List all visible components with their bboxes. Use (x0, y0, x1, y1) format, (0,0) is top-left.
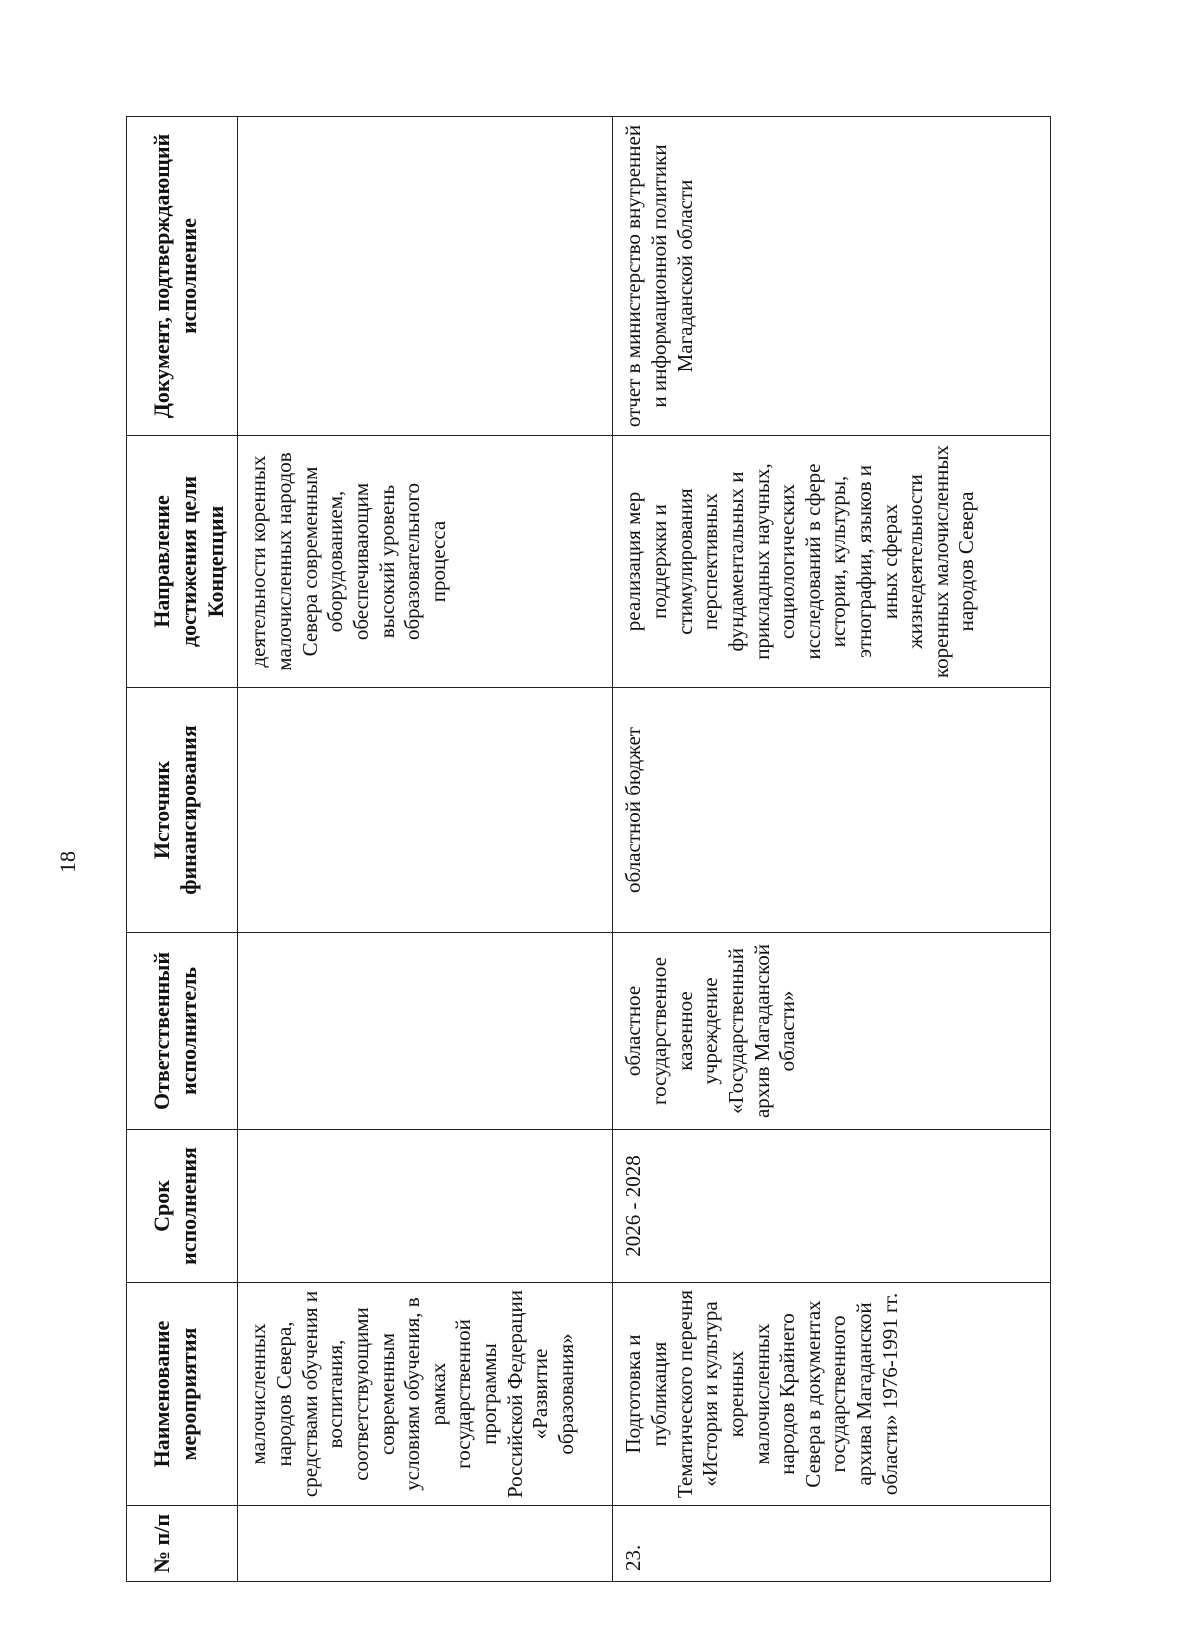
table-header-row (127, 117, 238, 1582)
header-term: Срок исполнения (127, 1130, 238, 1283)
cell-executor (238, 933, 613, 1130)
cell-direction: реализация мер поддержки и стимулирования перспективных фундаментальных и прикладных научных, социологических исследований в сфере истории, культуры, этнографии, языков и иных сферах жизнедеятельности коренных малочисленных народов Севера (613, 436, 1051, 688)
cell-name: Подготовка и публикация Тематического перечня «История и культура коренных малочисленных народов Крайнего Севера в документах государственного архива Магаданской области» 1976-1991 гг. (613, 1283, 1051, 1506)
cell-source: областной бюджет (613, 688, 1051, 933)
rotated-table-container (126, 117, 1041, 1582)
cell-term (238, 1130, 613, 1283)
header-document: Документ, подтверждающий исполнение (127, 117, 238, 436)
cell-num: 23. (613, 1506, 1051, 1582)
header-name: Наименование мероприятия (127, 1283, 238, 1506)
header-direction: Направление достижения цели Концепции (127, 436, 238, 688)
cell-term: 2026 - 2028 (613, 1130, 1051, 1283)
cell-executor: областное государственное казенное учреждение «Государственный архив Магаданской области» (613, 933, 1051, 1130)
cell-document (238, 117, 613, 436)
cell-name: малочисленных народов Севера, средствами обучения и воспитания, соответствующими современным условиям обучения, в рамках государственной программы Российской Федерации «Развитие образования» (238, 1283, 613, 1506)
header-num: № п/п (127, 1506, 238, 1582)
measures-table (126, 116, 1051, 1582)
cell-direction: деятельности коренных малочисленных народов Севера современным оборудованием, обеспечивающим высокий уровень образовательного процесса (238, 436, 613, 688)
cell-source (238, 688, 613, 933)
header-source: Источник финансирования (127, 688, 238, 933)
header-executor: Ответственный исполнитель (127, 933, 238, 1130)
table-row (613, 117, 1051, 1582)
cell-document: отчет в министерство внутренней и информационной политики Магаданской области (613, 117, 1051, 436)
table-row (238, 117, 613, 1582)
cell-num (238, 1506, 613, 1582)
page-number: 18 (55, 851, 80, 873)
